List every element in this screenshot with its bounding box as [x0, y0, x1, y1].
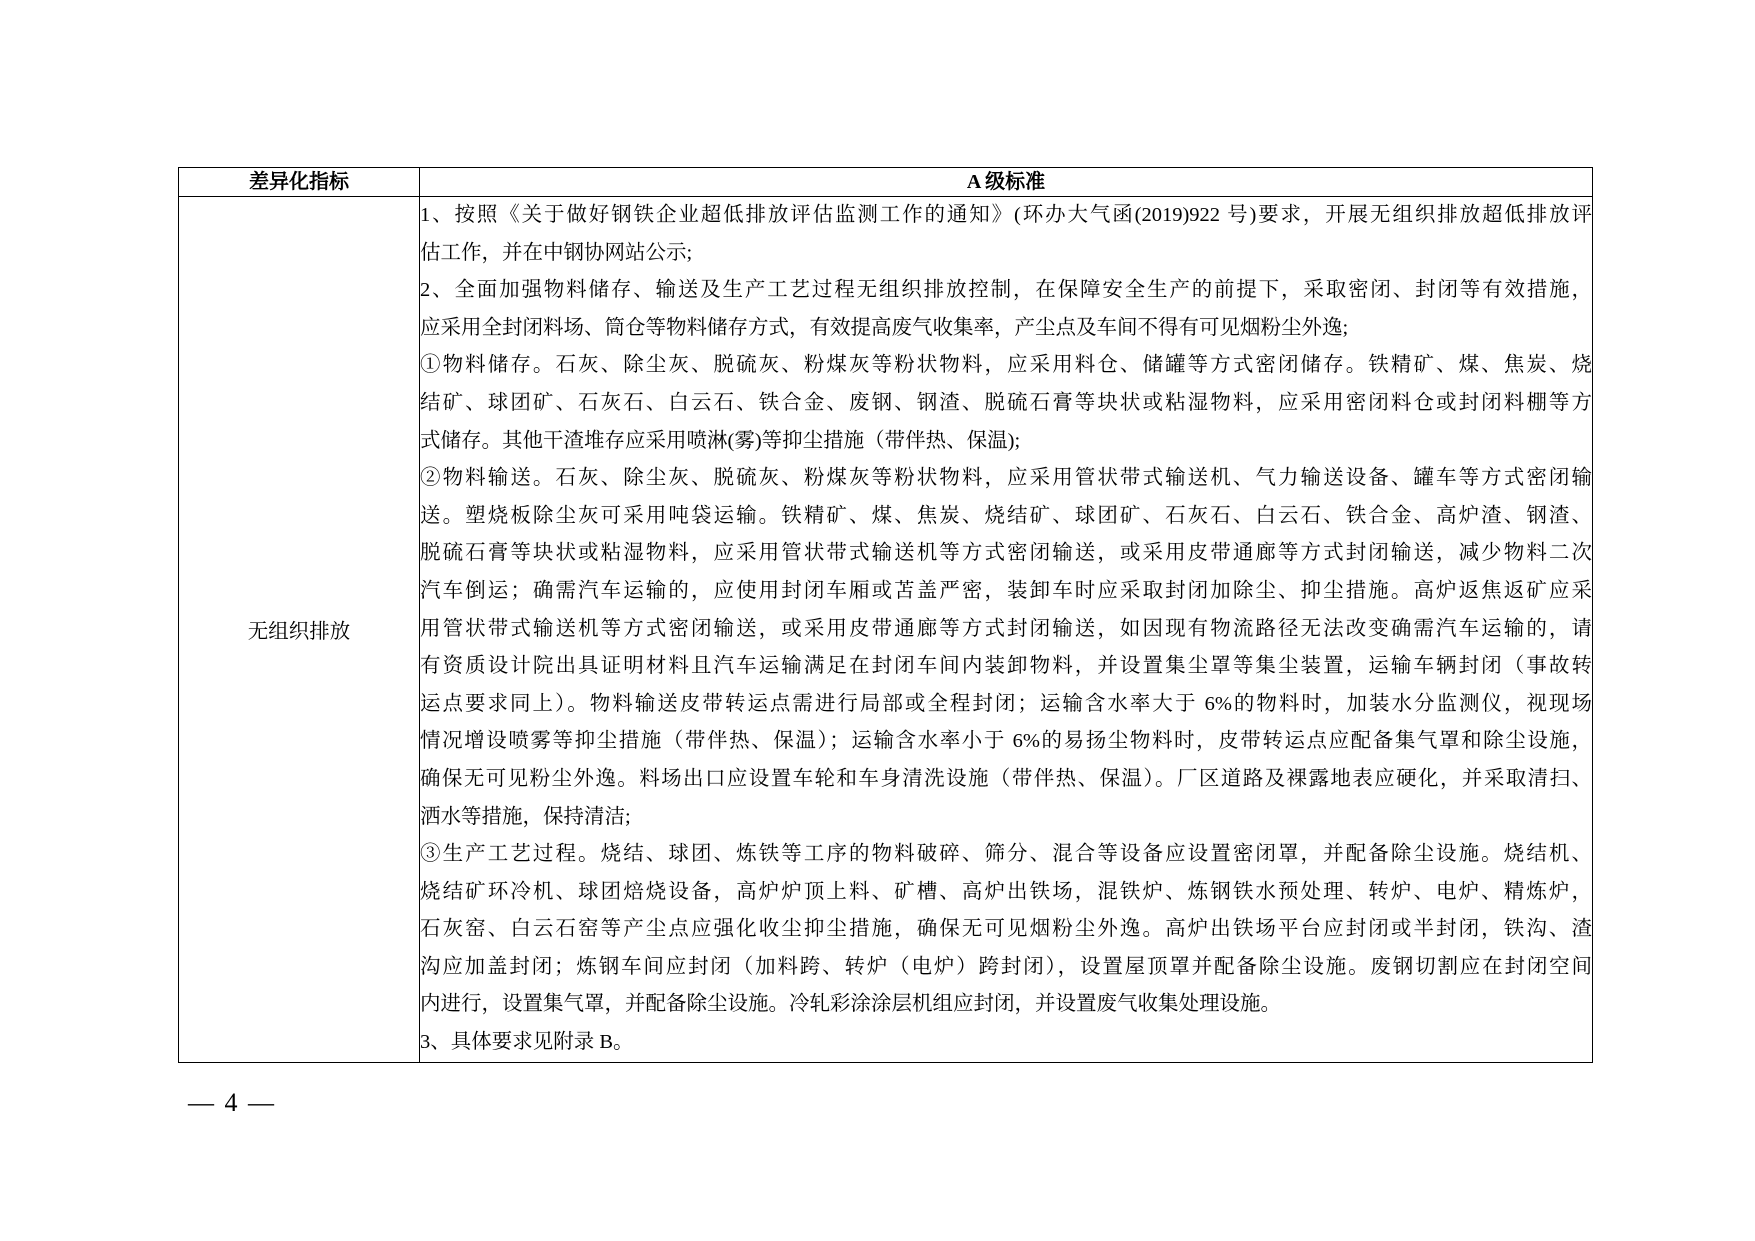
paragraph-3	[420, 1024, 1592, 1062]
text-line: 1、按照《关于做好钢铁企业超低排放评估监测工作的通知》(环办大气函(2019)922 号)要求，开展无组织排放超低排放评	[420, 204, 1592, 226]
text-line: ③生产工艺过程。烧结、球团、炼铁等工序的物料破碎、筛分、混合等设备应设置密闭罩，并配备除尘设施。烧结机、	[420, 843, 1592, 866]
text-line: ②物料输送。石灰、除尘灰、脱硫灰、粉煤灰等粉状物料，应采用管状带式输送机、气力输送设备、罐车等方式密闭输	[420, 467, 1592, 490]
indicator-cell: 无组织排放	[179, 197, 420, 1063]
text-line: 脱硫石膏等块状或粘湿物料，应采用管状带式输送机等方式密闭输送，或采用皮带通廊等方式封闭输送，减少物料二次	[420, 542, 1592, 565]
text-line: 送。塑烧板除尘灰可采用吨袋运输。铁精矿、煤、焦炭、烧结矿、球团矿、石灰石、白云石、铁合金、高炉渣、钢渣、	[420, 504, 1592, 527]
text-line: 烧结矿环冷机、球团焙烧设备，高炉炉顶上料、矿槽、高炉出铁场，混铁炉、炼钢铁水预处理、转炉、电炉、精炼炉，	[420, 880, 1592, 903]
text-line: 2、全面加强物料储存、输送及生产工艺过程无组织排放控制，在保障安全生产的前提下，采取密闭、封闭等有效措施，	[420, 279, 1592, 302]
page-number: — 4 —	[188, 1088, 276, 1117]
standards-table	[178, 167, 1593, 1063]
header-indicator: 差异化指标	[179, 168, 420, 197]
text-line: 结矿、球团矿、石灰石、白云石、铁合金、废钢、钢渣、脱硫石膏等块状或粘湿物料，应采用密闭料仓或封闭料棚等方	[420, 391, 1592, 414]
text-line: 应采用全封闭料场、筒仓等物料储存方式，有效提高废气收集率，产尘点及车间不得有可见烟粉尘外逸;	[420, 316, 1349, 339]
paragraph-material-storage	[420, 347, 1592, 460]
text-line: 内进行，设置集气罩，并配备除尘设施。冷轧彩涂涂层机组应封闭，并设置废气收集处理设施。	[420, 993, 1281, 1016]
paragraph-production-process	[420, 836, 1592, 1024]
text-line: 有资质设计院出具证明材料且汽车运输满足在封闭车间内装卸物料，并设置集尘罩等集尘装置，运输车辆封闭（事故转	[420, 655, 1592, 678]
text-line: 情况增设喷雾等抑尘措施（带伴热、保温）；运输含水率小于 6%的易扬尘物料时，皮带转运点应配备集气罩和除尘设施，	[420, 730, 1592, 753]
paragraph-1	[420, 197, 1592, 272]
table-row	[179, 197, 1593, 1063]
text-line: ①物料储存。石灰、除尘灰、脱硫灰、粉煤灰等粉状物料，应采用料仓、储罐等方式密闭储存。铁精矿、煤、焦炭、烧	[420, 354, 1592, 377]
text-line: 沟应加盖封闭；炼钢车间应封闭（加料跨、转炉（电炉）跨封闭），设置屋顶罩并配备除尘设施。废钢切割应在封闭空间	[420, 955, 1592, 978]
header-grade-a-standard: A 级标准	[420, 168, 1593, 197]
text-line: 确保无可见粉尘外逸。料场出口应设置车轮和车身清洗设施（带伴热、保温）。厂区道路及裸露地表应硬化，并采取清扫、	[420, 767, 1592, 790]
table-header-row	[179, 168, 1593, 197]
text-line: 运点要求同上）。物料输送皮带转运点需进行局部或全程封闭；运输含水率大于 6%的物料时，加装水分监测仪，视现场	[420, 692, 1592, 715]
text-line: 石灰窑、白云石窑等产尘点应强化收尘抑尘措施，确保无可见烟粉尘外逸。高炉出铁场平台应封闭或半封闭，铁沟、渣	[420, 918, 1592, 941]
standard-content-cell	[420, 197, 1593, 1063]
text-line: 汽车倒运；确需汽车运输的，应使用封闭车厢或苫盖严密，装卸车时应采取封闭加除尘、抑尘措施。高炉返焦返矿应采	[420, 579, 1592, 602]
text-line: 估工作，并在中钢协网站公示;	[420, 241, 693, 264]
text-line: 用管状带式输送机等方式密闭输送，或采用皮带通廊等方式封闭输送，如因现有物流路径无法改变确需汽车运输的，请	[420, 617, 1592, 640]
paragraph-2	[420, 272, 1592, 347]
paragraph-material-transport	[420, 460, 1592, 836]
text-line: 洒水等措施，保持清洁;	[420, 805, 631, 828]
text-line: 式储存。其他干渣堆存应采用喷淋(雾)等抑尘措施（带伴热、保温);	[420, 429, 1021, 452]
text-line: 3、具体要求见附录 B。	[420, 1031, 634, 1054]
